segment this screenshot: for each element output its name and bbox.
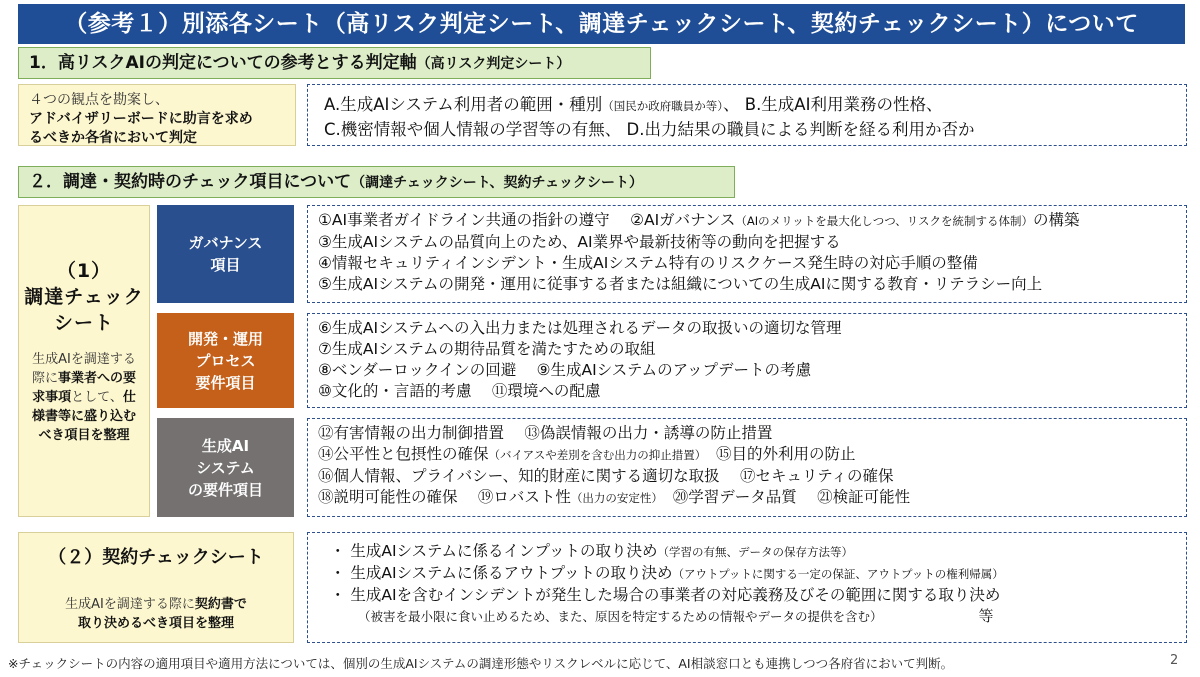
- governance-item-4: ④情報セキュリティインシデント・生成AIシステム特有のリスクケース発生時の対応手順の整備: [318, 254, 978, 272]
- procurement-desc-line3: [19, 388, 149, 407]
- category-ai-system: [157, 418, 294, 517]
- procurement-desc-line5: べき項目を整理: [38, 428, 130, 443]
- dev-item-8-9: ⑧ベンダーロックインの回避 ⑨生成AIシステムのアップデートの考慮: [318, 361, 812, 379]
- section2-heading: [18, 166, 735, 198]
- governance-item-3: ③生成AIシステムの品質向上のため、AI業界や最新技術等の動向を把握する: [318, 233, 841, 251]
- section1-criteria-note: [18, 84, 296, 146]
- governance-item-1-2: [318, 210, 1186, 232]
- category-governance: [157, 205, 294, 303]
- category-system-line2: システム: [196, 458, 255, 477]
- section1-heading-sub: （高リスク判定シート）: [416, 56, 571, 72]
- contract-desc-line1a: 生成AIを調達する際に: [65, 597, 195, 612]
- procurement-desc-line1: 生成AIを調達する: [32, 352, 136, 367]
- category-dev-line1: 開発・運用: [187, 329, 263, 348]
- footnote: ※チェックシートの内容の適用項目や適用方法については、個別の生成AIシステムの調達形態やリスクレベルに応じて、AI相談窓口とも連携しつつ各府省において判断。: [8, 656, 954, 671]
- page-number: 2: [1170, 653, 1179, 668]
- dev-ops-items-box: [307, 313, 1187, 408]
- system-item-14-15: [318, 444, 1186, 466]
- system-item-15: ⑮目的外利用の防止: [700, 445, 856, 463]
- contract-title: （２）契約チェックシート: [48, 547, 264, 568]
- procurement-desc-line3b: として、: [71, 390, 123, 405]
- section1-criteria-line1: [324, 93, 1186, 118]
- contract-item-input: [330, 541, 1186, 563]
- section1-heading-text: 1．高リスクAIの判定についての参考とする判定軸: [29, 53, 417, 73]
- category-governance-line1: ガバナンス: [188, 234, 263, 252]
- procurement-sheet-panel: [18, 205, 150, 517]
- procurement-title-line1: 調達チェック: [24, 286, 144, 308]
- contract-desc-line2: 取り決めるべき項目を整理: [77, 616, 234, 631]
- procurement-description: [19, 350, 149, 445]
- system-item-14: ⑭公平性と包摂性の確保: [318, 445, 489, 463]
- contract-description: [19, 595, 293, 633]
- system-item-16-17: ⑯個人情報、プライバシー、知的財産に関する適切な取扱 ⑰セキュリティの確保: [318, 467, 894, 485]
- section1-criteria-box: [307, 84, 1187, 146]
- contract-desc-line1: [19, 595, 293, 614]
- contract-item-input-note: （学習の有無、データの保存方法等）: [657, 545, 853, 559]
- dev-item-6: ⑥生成AIシステムへの入出力または処理されるデータの取扱いの適切な管理: [318, 319, 842, 337]
- dev-item-10-11: ⑩文化的・言語的考慮 ⑪環境への配慮: [318, 382, 601, 400]
- procurement-title-line2: シート: [53, 312, 114, 334]
- criteria-b: 、 B.生成AI利用業務の性格、: [723, 95, 943, 114]
- governance-items-box: [307, 205, 1187, 303]
- governance-item-1a: ①AI事業者ガイドライン共通の指針の遵守 ②AIガバナンス: [318, 211, 736, 229]
- contract-sheet-panel: [18, 532, 294, 643]
- governance-item-1b: の構築: [1033, 211, 1080, 229]
- section1-note-line2: アドバイザリーボードに助言を求め: [29, 111, 253, 127]
- system-item-19-note: （出力の安定性）: [570, 491, 658, 505]
- system-item-12-13: ⑫有害情報の出力制御措置 ⑬偽誤情報の出力・誘導の防止措置: [318, 424, 773, 442]
- procurement-desc-line3c: 仕: [122, 390, 136, 405]
- governance-item-2-note: （AIのメリットを最大化しつつ、リスクを統制する体制）: [735, 214, 1034, 228]
- contract-item-input-text: ・ 生成AIシステムに係るインプットの取り決め: [330, 542, 658, 560]
- contract-incident-note-text: （被害を最小限に食い止めるため、また、原因を特定するための情報やデータの提供を含む）: [358, 609, 883, 624]
- procurement-desc-line4: 様書等に盛り込む: [31, 409, 136, 424]
- contract-desc-line1b: 契約書で: [194, 597, 247, 612]
- contract-item-output-text: ・ 生成AIシステムに係るアウトプットの取り決め: [330, 564, 673, 582]
- contract-incident-etc: 等: [978, 607, 994, 625]
- contract-item-output-note: （アウトプットに関する一定の保証、アウトプットの権利帰属）: [672, 567, 1004, 581]
- category-system-line1: 生成AI: [201, 436, 250, 455]
- category-dev-line2: プロセス: [195, 351, 256, 370]
- criteria-a-note: （国民か政府職員か等）: [602, 99, 723, 113]
- procurement-number: （1）: [56, 260, 112, 282]
- section1-note-line1: ４つの観点を勘案し、: [29, 92, 169, 108]
- procurement-desc-line2b: 事業者への要: [58, 371, 137, 386]
- procurement-desc-line2: [19, 369, 149, 388]
- section1-note-line3: るべきか各省において判定: [29, 130, 197, 146]
- category-system-line3: の要件項目: [187, 480, 263, 499]
- category-dev-line3: 要件項目: [195, 373, 256, 392]
- contract-items-box: [307, 532, 1187, 643]
- section2-heading-text: ２．調達・契約時のチェック項目について: [29, 172, 352, 192]
- governance-item-5: ⑤生成AIシステムの開発・運用に従事する者または組織についての生成AIに関する教育・リテラシー向上: [318, 275, 1043, 293]
- system-item-14-note: （バイアスや差別を含む出力の抑止措置）: [488, 448, 701, 462]
- system-items-box: [307, 418, 1187, 517]
- page-title: （参考１）別添各シート（高リスク判定シート、調達チェックシート、契約チェックシート）について: [18, 4, 1185, 44]
- dev-item-7: ⑦生成AIシステムの期待品質を満たすための取組: [318, 340, 656, 358]
- system-item-20-21: ⑳学習データ品質 ㉑検証可能性: [657, 488, 911, 506]
- system-item-18-21: [318, 487, 1186, 509]
- contract-item-incident: ・ 生成AIを含むインシデントが発生した場合の事業者の対応義務及びその範囲に関する取り決め: [330, 586, 1001, 604]
- section1-criteria-line2: C.機密情報や個人情報の学習等の有無、 D.出力結果の職員による判断を経る利用か否か: [324, 120, 975, 139]
- contract-item-incident-note: [330, 606, 1186, 627]
- procurement-desc-line3a: 求事項: [32, 390, 72, 405]
- category-governance-line2: 項目: [210, 256, 241, 274]
- section2-heading-sub: （調達チェックシート、契約チェックシート）: [351, 175, 644, 191]
- contract-item-output: [330, 563, 1186, 585]
- procurement-desc-line2a: 際に: [31, 371, 58, 386]
- section1-heading: [18, 47, 651, 79]
- system-item-18-19: ⑱説明可能性の確保 ⑲ロバスト性: [318, 488, 571, 506]
- criteria-a: A.生成AIシステム利用者の範囲・種別: [324, 95, 603, 114]
- category-dev-ops: [157, 313, 294, 408]
